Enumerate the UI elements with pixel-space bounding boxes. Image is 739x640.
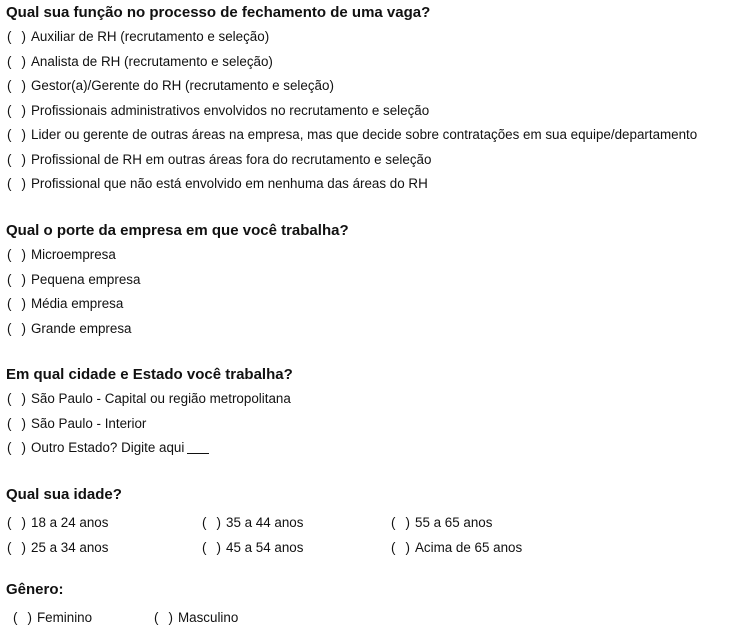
option-label: 25 a 34 anos <box>31 540 109 555</box>
option-label: Microempresa <box>31 247 116 262</box>
option-idade-55-65[interactable] <box>391 515 492 530</box>
option-cidade-outro-estado[interactable] <box>7 440 209 455</box>
option-label: Pequena empresa <box>31 272 141 287</box>
option-funcao-analista[interactable] <box>7 54 273 69</box>
question-idade-title: Qual sua idade? <box>6 486 122 503</box>
write-in-blank[interactable] <box>187 452 209 454</box>
option-porte-grande[interactable] <box>7 321 131 336</box>
checkbox-parens[interactable]: ( ) <box>7 391 26 406</box>
option-funcao-lider[interactable] <box>7 127 697 142</box>
checkbox-parens[interactable]: ( ) <box>154 610 173 625</box>
option-genero-feminino[interactable] <box>13 610 92 625</box>
checkbox-parens[interactable]: ( ) <box>7 29 26 44</box>
option-funcao-nao-envolvido[interactable] <box>7 176 428 191</box>
option-label: Profissional que não está envolvido em nenhuma das áreas do RH <box>31 176 428 191</box>
checkbox-parens[interactable]: ( ) <box>7 152 26 167</box>
option-label: 18 a 24 anos <box>31 515 109 530</box>
option-label: São Paulo - Interior <box>31 416 147 431</box>
checkbox-parens[interactable]: ( ) <box>202 540 221 555</box>
checkbox-parens[interactable]: ( ) <box>202 515 221 530</box>
option-funcao-rh-outras[interactable] <box>7 152 431 167</box>
option-funcao-auxiliar[interactable] <box>7 29 269 44</box>
checkbox-parens[interactable]: ( ) <box>391 515 410 530</box>
option-label: Acima de 65 anos <box>415 540 523 555</box>
checkbox-parens[interactable]: ( ) <box>7 416 26 431</box>
option-label: Feminino <box>37 610 93 625</box>
option-label: 55 a 65 anos <box>415 515 493 530</box>
checkbox-parens[interactable]: ( ) <box>7 127 26 142</box>
option-porte-pequena[interactable] <box>7 272 140 287</box>
option-label: Auxiliar de RH (recrutamento e seleção) <box>31 29 270 44</box>
option-label: Grande empresa <box>31 321 132 336</box>
option-idade-35-44[interactable] <box>202 515 303 530</box>
option-label: Profissionais administrativos envolvidos no recrutamento e seleção <box>31 103 430 118</box>
checkbox-parens[interactable]: ( ) <box>7 272 26 287</box>
question-cidade-title: Em qual cidade e Estado você trabalha? <box>6 366 293 383</box>
checkbox-parens[interactable]: ( ) <box>7 78 26 93</box>
checkbox-parens[interactable]: ( ) <box>391 540 410 555</box>
option-genero-masculino[interactable] <box>154 610 238 625</box>
checkbox-parens[interactable]: ( ) <box>7 440 26 455</box>
option-cidade-interior[interactable] <box>7 416 146 431</box>
option-cidade-capital[interactable] <box>7 391 291 406</box>
option-idade-18-24[interactable] <box>7 515 108 530</box>
option-label: Analista de RH (recrutamento e seleção) <box>31 54 273 69</box>
question-funcao-title: Qual sua função no processo de fechamento de uma vaga? <box>6 4 431 21</box>
option-label: 45 a 54 anos <box>226 540 304 555</box>
question-porte-title: Qual o porte da empresa em que você trabalha? <box>6 222 349 239</box>
option-label: São Paulo - Capital ou região metropolitana <box>31 391 291 406</box>
option-porte-micro[interactable] <box>7 247 116 262</box>
option-label: Gestor(a)/Gerente do RH (recrutamento e seleção) <box>31 78 334 93</box>
option-idade-25-34[interactable] <box>7 540 108 555</box>
option-idade-45-54[interactable] <box>202 540 303 555</box>
checkbox-parens[interactable]: ( ) <box>7 540 26 555</box>
checkbox-parens[interactable]: ( ) <box>7 247 26 262</box>
option-label: 35 a 44 anos <box>226 515 304 530</box>
option-funcao-gestor[interactable] <box>7 78 334 93</box>
checkbox-parens[interactable]: ( ) <box>13 610 32 625</box>
option-label: Masculino <box>178 610 239 625</box>
checkbox-parens[interactable]: ( ) <box>7 54 26 69</box>
option-label: Lider ou gerente de outras áreas na empresa, mas que decide sobre contratações em sua equipe/departamento <box>31 127 698 142</box>
option-label: Média empresa <box>31 296 124 311</box>
checkbox-parens[interactable]: ( ) <box>7 515 26 530</box>
option-label: Outro Estado? Digite aqui <box>31 440 185 455</box>
checkbox-parens[interactable]: ( ) <box>7 321 26 336</box>
option-funcao-administrativos[interactable] <box>7 103 429 118</box>
question-genero-title: Gênero: <box>6 581 64 598</box>
checkbox-parens[interactable]: ( ) <box>7 176 26 191</box>
checkbox-parens[interactable]: ( ) <box>7 296 26 311</box>
option-idade-acima-65[interactable] <box>391 540 522 555</box>
option-porte-media[interactable] <box>7 296 123 311</box>
checkbox-parens[interactable]: ( ) <box>7 103 26 118</box>
option-label: Profissional de RH em outras áreas fora do recrutamento e seleção <box>31 152 432 167</box>
